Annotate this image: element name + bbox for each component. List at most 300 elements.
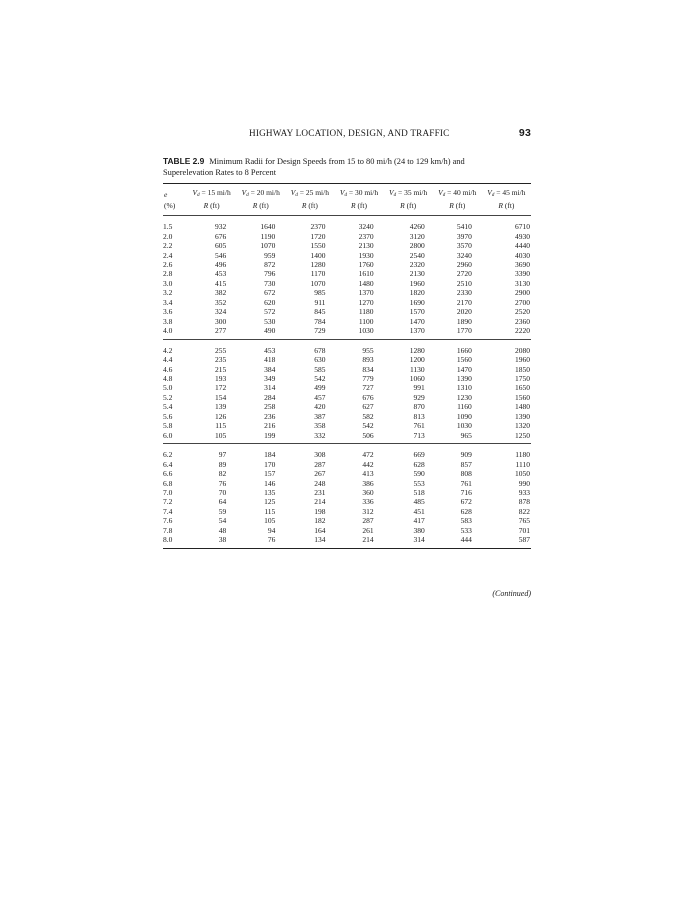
table-row [163,307,531,316]
r-unit: (ft) [357,200,368,210]
table-row [163,516,531,525]
cell-radius: 444 [460,535,472,545]
table-row [163,526,531,535]
cell-radius: 332 [314,430,326,440]
cell-radius: 496 [214,260,227,269]
cell-radius: 533 [460,525,472,535]
cell-radius: 170 [264,459,276,469]
cell-radius: 845 [314,307,326,317]
table-row [163,393,531,402]
cell-radius: 54 [218,516,227,526]
cell-radius: 2700 [515,297,530,307]
speed-value: = 45 mi/h [496,188,526,197]
cell-radius: 542 [314,373,326,383]
cell-superelevation: 5.2 [163,392,173,402]
cell-radius: 214 [314,497,326,507]
cell-radius: 255 [214,345,227,355]
cell-radius: 105 [214,430,227,440]
cell-radius: 1030 [358,326,374,336]
cell-radius: 572 [264,307,276,317]
cell-radius: 352 [214,297,227,307]
cell-radius: 2900 [515,288,530,298]
cell-radius: 2520 [515,307,530,317]
cell-superelevation: 7.0 [163,487,173,497]
cell-radius: 530 [264,316,276,326]
cell-radius: 442 [362,459,374,469]
table-row [163,535,531,548]
cell-radius: 716 [460,487,472,497]
cell-radius: 813 [413,411,425,421]
header-row-units [163,201,531,216]
cell-radius: 2800 [409,241,425,251]
header-e-symbol: e [164,189,168,199]
cell-radius: 2720 [456,269,472,279]
speed-value: = 20 mi/h [250,188,280,197]
cell-radius: 1180 [358,307,374,317]
cell-radius: 38 [218,535,227,545]
cell-radius: 382 [214,288,227,298]
cell-superelevation: 6.4 [163,459,173,469]
cell-radius: 1470 [409,316,425,326]
cell-superelevation: 4.6 [163,364,173,374]
cell-radius: 387 [314,411,326,421]
row-group-2 [163,339,531,444]
cell-radius: 553 [413,478,425,488]
v-subscript: d [197,193,200,198]
cell-radius: 349 [264,373,276,383]
table-row [163,317,531,326]
cell-radius: 182 [314,516,326,526]
v-subscript: d [344,193,347,198]
cell-radius: 115 [215,421,227,431]
running-head-title: HIGHWAY LOCATION, DESIGN, AND TRAFFIC [249,128,450,138]
table-row [163,488,531,497]
table-row [163,288,531,297]
cell-radius: 76 [218,478,227,488]
cell-radius: 1320 [515,421,530,431]
cell-radius: 453 [264,345,276,355]
cell-radius: 97 [218,450,227,460]
table-row [163,444,531,460]
cell-radius: 1750 [515,373,530,383]
radii-table [163,183,531,549]
table-row [163,431,531,444]
caption-text-line2: Superelevation Rates to 8 Percent [163,167,277,177]
table-row [163,469,531,478]
cell-superelevation: 7.4 [163,506,173,516]
cell-radius: 59 [218,506,227,516]
table-row [163,365,531,374]
v-subscript: d [246,193,249,198]
cell-superelevation: 3.8 [163,316,173,326]
table-row [163,374,531,383]
cell-radius: 1820 [409,288,425,298]
cell-radius: 506 [362,430,374,440]
cell-radius: 413 [362,469,374,479]
cell-superelevation: 2.4 [163,250,173,260]
cell-radius: 985 [314,288,326,298]
cell-radius: 314 [413,535,425,545]
cell-radius: 2360 [515,316,530,326]
row-group-3 [163,444,531,549]
cell-radius: 4930 [515,231,530,241]
speed-value: = 25 mi/h [299,188,329,197]
cell-radius: 490 [264,326,276,336]
header-speed-7 [482,184,531,201]
cell-superelevation: 4.8 [163,373,173,383]
cell-superelevation: 7.2 [163,497,173,507]
cell-radius: 125 [264,497,276,507]
r-unit: (ft) [259,200,269,210]
cell-radius: 878 [518,497,530,507]
cell-radius: 822 [518,506,530,516]
cell-radius: 628 [460,506,472,516]
cell-radius: 184 [264,450,276,460]
cell-radius: 701 [518,525,530,535]
cell-superelevation: 2.8 [163,269,173,279]
cell-radius: 1640 [260,222,276,232]
cell-radius: 248 [314,478,326,488]
cell-radius: 314 [264,383,276,393]
cell-radius: 48 [218,525,227,535]
cell-radius: 542 [362,421,374,431]
r-unit: (ft) [406,200,417,210]
cell-radius: 1850 [515,364,530,374]
cell-radius: 1370 [358,288,374,298]
table-row [163,355,531,364]
cell-superelevation: 6.6 [163,469,173,479]
cell-radius: 2130 [358,241,374,251]
cell-radius: 2320 [409,260,425,269]
header-radius-4 [334,201,383,216]
cell-radius: 909 [460,450,472,460]
table-row [163,402,531,411]
cell-radius: 605 [214,241,227,251]
table-row [163,383,531,392]
cell-radius: 672 [460,497,472,507]
cell-radius: 727 [362,383,374,393]
cell-radius: 672 [264,288,276,298]
cell-radius: 287 [362,516,374,526]
cell-radius: 1960 [515,355,530,365]
cell-radius: 415 [214,278,227,288]
cell-radius: 779 [362,373,374,383]
cell-radius: 796 [264,269,276,279]
header-e-unit: (%) [164,200,176,210]
cell-radius: 1960 [409,278,425,288]
cell-radius: 929 [413,392,425,402]
cell-superelevation: 8.0 [163,535,173,545]
v-subscript: d [491,193,495,198]
cell-radius: 198 [314,506,326,516]
cell-radius: 300 [214,316,227,326]
cell-radius: 336 [362,497,374,507]
cell-radius: 386 [362,478,374,488]
cell-radius: 990 [518,478,530,488]
r-symbol: R [350,200,356,210]
cell-radius: 2220 [515,326,530,336]
v-subscript: d [295,193,298,198]
v-symbol: V [192,188,198,197]
cell-radius: 620 [264,297,276,307]
table-row [163,232,531,241]
cell-radius: 678 [314,345,326,355]
row-group-1 [163,216,531,339]
cell-radius: 135 [264,487,276,497]
cell-radius: 1030 [456,421,472,431]
cell-radius: 267 [314,469,326,479]
cell-radius: 115 [264,506,276,516]
cell-radius: 1480 [358,278,374,288]
cell-radius: 472 [362,450,374,460]
cell-radius: 546 [214,250,227,260]
header-e [163,184,187,201]
cell-radius: 3120 [409,231,425,241]
cell-radius: 380 [413,525,425,535]
cell-superelevation: 6.2 [163,450,173,460]
cell-radius: 587 [518,535,530,545]
cell-radius: 1110 [515,459,530,469]
cell-radius: 518 [413,487,425,497]
cell-radius: 258 [264,402,276,412]
v-symbol: V [290,188,296,197]
cell-radius: 630 [314,355,326,365]
table-row [163,479,531,488]
cell-radius: 277 [214,326,227,336]
table-row [163,497,531,506]
cell-radius: 729 [314,326,326,336]
cell-radius: 1070 [260,241,276,251]
cell-radius: 1180 [515,450,530,460]
table-header [163,184,531,216]
table-row [163,421,531,430]
table-row [163,507,531,516]
cell-superelevation: 3.4 [163,297,173,307]
cell-radius: 1660 [456,345,472,355]
cell-superelevation: 2.0 [163,231,173,241]
header-radius-2 [236,201,285,216]
cell-radius: 457 [314,392,326,402]
cell-radius: 784 [314,316,326,326]
cell-radius: 1130 [409,364,425,374]
cell-radius: 1390 [456,373,472,383]
cell-radius: 384 [264,364,276,374]
cell-radius: 870 [413,402,425,412]
header-radius-1 [187,201,236,216]
cell-radius: 676 [362,392,374,402]
header-speed-2 [236,184,285,201]
table-row [163,460,531,469]
cell-radius: 94 [267,525,276,535]
cell-superelevation: 1.5 [163,222,173,232]
cell-radius: 627 [362,402,374,412]
header-speed-1 [187,184,236,201]
cell-superelevation: 4.4 [163,355,173,365]
cell-radius: 1390 [515,411,530,421]
table-row [163,412,531,421]
cell-radius: 235 [214,355,227,365]
r-symbol: R [449,200,454,210]
header-radius-5 [384,201,433,216]
v-symbol: V [389,188,394,197]
cell-radius: 1690 [409,297,425,307]
table-row [163,279,531,288]
cell-superelevation: 4.0 [163,326,173,336]
cell-radius: 965 [460,430,472,440]
cell-radius: 4440 [515,241,530,251]
header-speed-4 [334,184,383,201]
cell-radius: 193 [214,373,227,383]
cell-radius: 1250 [515,430,530,440]
cell-radius: 1050 [515,469,530,479]
cell-radius: 157 [264,469,276,479]
cell-radius: 420 [314,402,326,412]
cell-radius: 590 [413,469,425,479]
cell-superelevation: 3.6 [163,307,173,317]
table-caption [163,156,533,178]
cell-radius: 585 [314,364,326,374]
r-symbol: R [203,200,209,210]
speed-value: = 35 mi/h [397,188,428,197]
cell-superelevation: 5.8 [163,421,173,431]
cell-radius: 3240 [456,250,472,260]
cell-superelevation: 6.8 [163,478,173,488]
cell-radius: 3570 [456,241,472,251]
r-unit: (ft) [308,200,318,210]
cell-radius: 134 [314,535,326,545]
cell-radius: 1470 [456,364,472,374]
r-symbol: R [301,200,307,210]
v-subscript: d [442,193,446,198]
r-symbol: R [400,200,405,210]
cell-radius: 231 [314,487,326,497]
cell-radius: 932 [214,222,227,232]
cell-radius: 669 [413,450,425,460]
cell-radius: 2330 [456,288,472,298]
cell-radius: 324 [214,307,227,317]
cell-radius: 236 [264,411,276,421]
cell-superelevation: 2.6 [163,260,173,269]
speed-value: = 40 mi/h [447,188,477,197]
cell-radius: 1370 [409,326,425,336]
table-row [163,216,531,232]
cell-radius: 89 [218,459,227,469]
cell-radius: 6710 [515,222,530,232]
cell-radius: 1720 [310,231,326,241]
cell-radius: 453 [214,269,227,279]
cell-radius: 82 [218,469,227,479]
cell-radius: 1200 [409,355,425,365]
cell-superelevation: 2.2 [163,241,173,251]
cell-radius: 1280 [409,345,425,355]
cell-radius: 2080 [515,345,530,355]
cell-radius: 834 [362,364,374,374]
cell-radius: 1400 [310,250,326,260]
table-row [163,298,531,307]
cell-radius: 214 [362,535,374,545]
cell-superelevation: 3.2 [163,288,173,298]
cell-radius: 360 [362,487,374,497]
cell-radius: 765 [518,516,530,526]
header-speed-3 [285,184,334,201]
cell-superelevation: 4.2 [163,345,173,355]
cell-radius: 1480 [515,402,530,412]
cell-radius: 3970 [456,231,472,241]
speed-value: = 30 mi/h [348,188,379,197]
cell-radius: 713 [413,430,425,440]
header-row-speeds [163,184,531,201]
cell-radius: 3130 [515,278,530,288]
cell-radius: 287 [314,459,326,469]
cell-radius: 2370 [358,231,374,241]
header-radius-7 [482,201,531,216]
cell-radius: 3240 [358,222,374,232]
cell-radius: 1560 [515,392,530,402]
cell-radius: 2370 [310,222,326,232]
cell-radius: 216 [264,421,276,431]
cell-radius: 417 [413,516,425,526]
cell-radius: 2170 [456,297,472,307]
caption-text-line1: Minimum Radii for Design Speeds from 15 to 80 mi/h (24 to 129 km/h) and [209,157,465,166]
cell-radius: 4260 [409,222,425,232]
table-row [163,269,531,278]
r-unit: (ft) [504,200,515,210]
cell-radius: 485 [413,497,425,507]
cell-radius: 154 [214,392,227,402]
cell-radius: 64 [218,497,227,507]
cell-radius: 1070 [310,278,326,288]
cell-radius: 3390 [515,269,530,279]
v-symbol: V [438,188,443,197]
cell-radius: 358 [314,421,326,431]
cell-radius: 199 [264,430,276,440]
cell-radius: 312 [362,506,374,516]
cell-radius: 2960 [456,260,472,269]
cell-radius: 893 [362,355,374,365]
cell-superelevation: 6.0 [163,430,173,440]
cell-radius: 1560 [456,355,472,365]
cell-radius: 1310 [456,383,472,393]
v-symbol: V [339,188,345,197]
cell-radius: 1100 [358,316,374,326]
cell-superelevation: 5.6 [163,411,173,421]
cell-radius: 261 [362,525,374,535]
header-radius-6 [433,201,482,216]
cell-radius: 582 [362,411,374,421]
cell-radius: 1190 [260,231,276,241]
cell-radius: 4030 [515,250,530,260]
cell-superelevation: 3.0 [163,278,173,288]
r-symbol: R [498,200,503,210]
cell-radius: 3690 [515,260,530,269]
v-symbol: V [241,188,247,197]
cell-radius: 1230 [456,392,472,402]
cell-radius: 2540 [409,250,425,260]
cell-radius: 76 [267,535,276,545]
cell-radius: 761 [460,478,472,488]
cell-radius: 70 [218,487,227,497]
table-row [163,326,531,339]
cell-radius: 676 [214,231,227,241]
cell-radius: 955 [362,345,374,355]
page-number: 93 [518,127,531,139]
cell-radius: 164 [314,525,326,535]
cell-radius: 1930 [358,250,374,260]
cell-radius: 1090 [456,411,472,421]
cell-radius: 499 [314,383,326,393]
cell-radius: 991 [413,383,425,393]
cell-radius: 1280 [310,260,326,269]
